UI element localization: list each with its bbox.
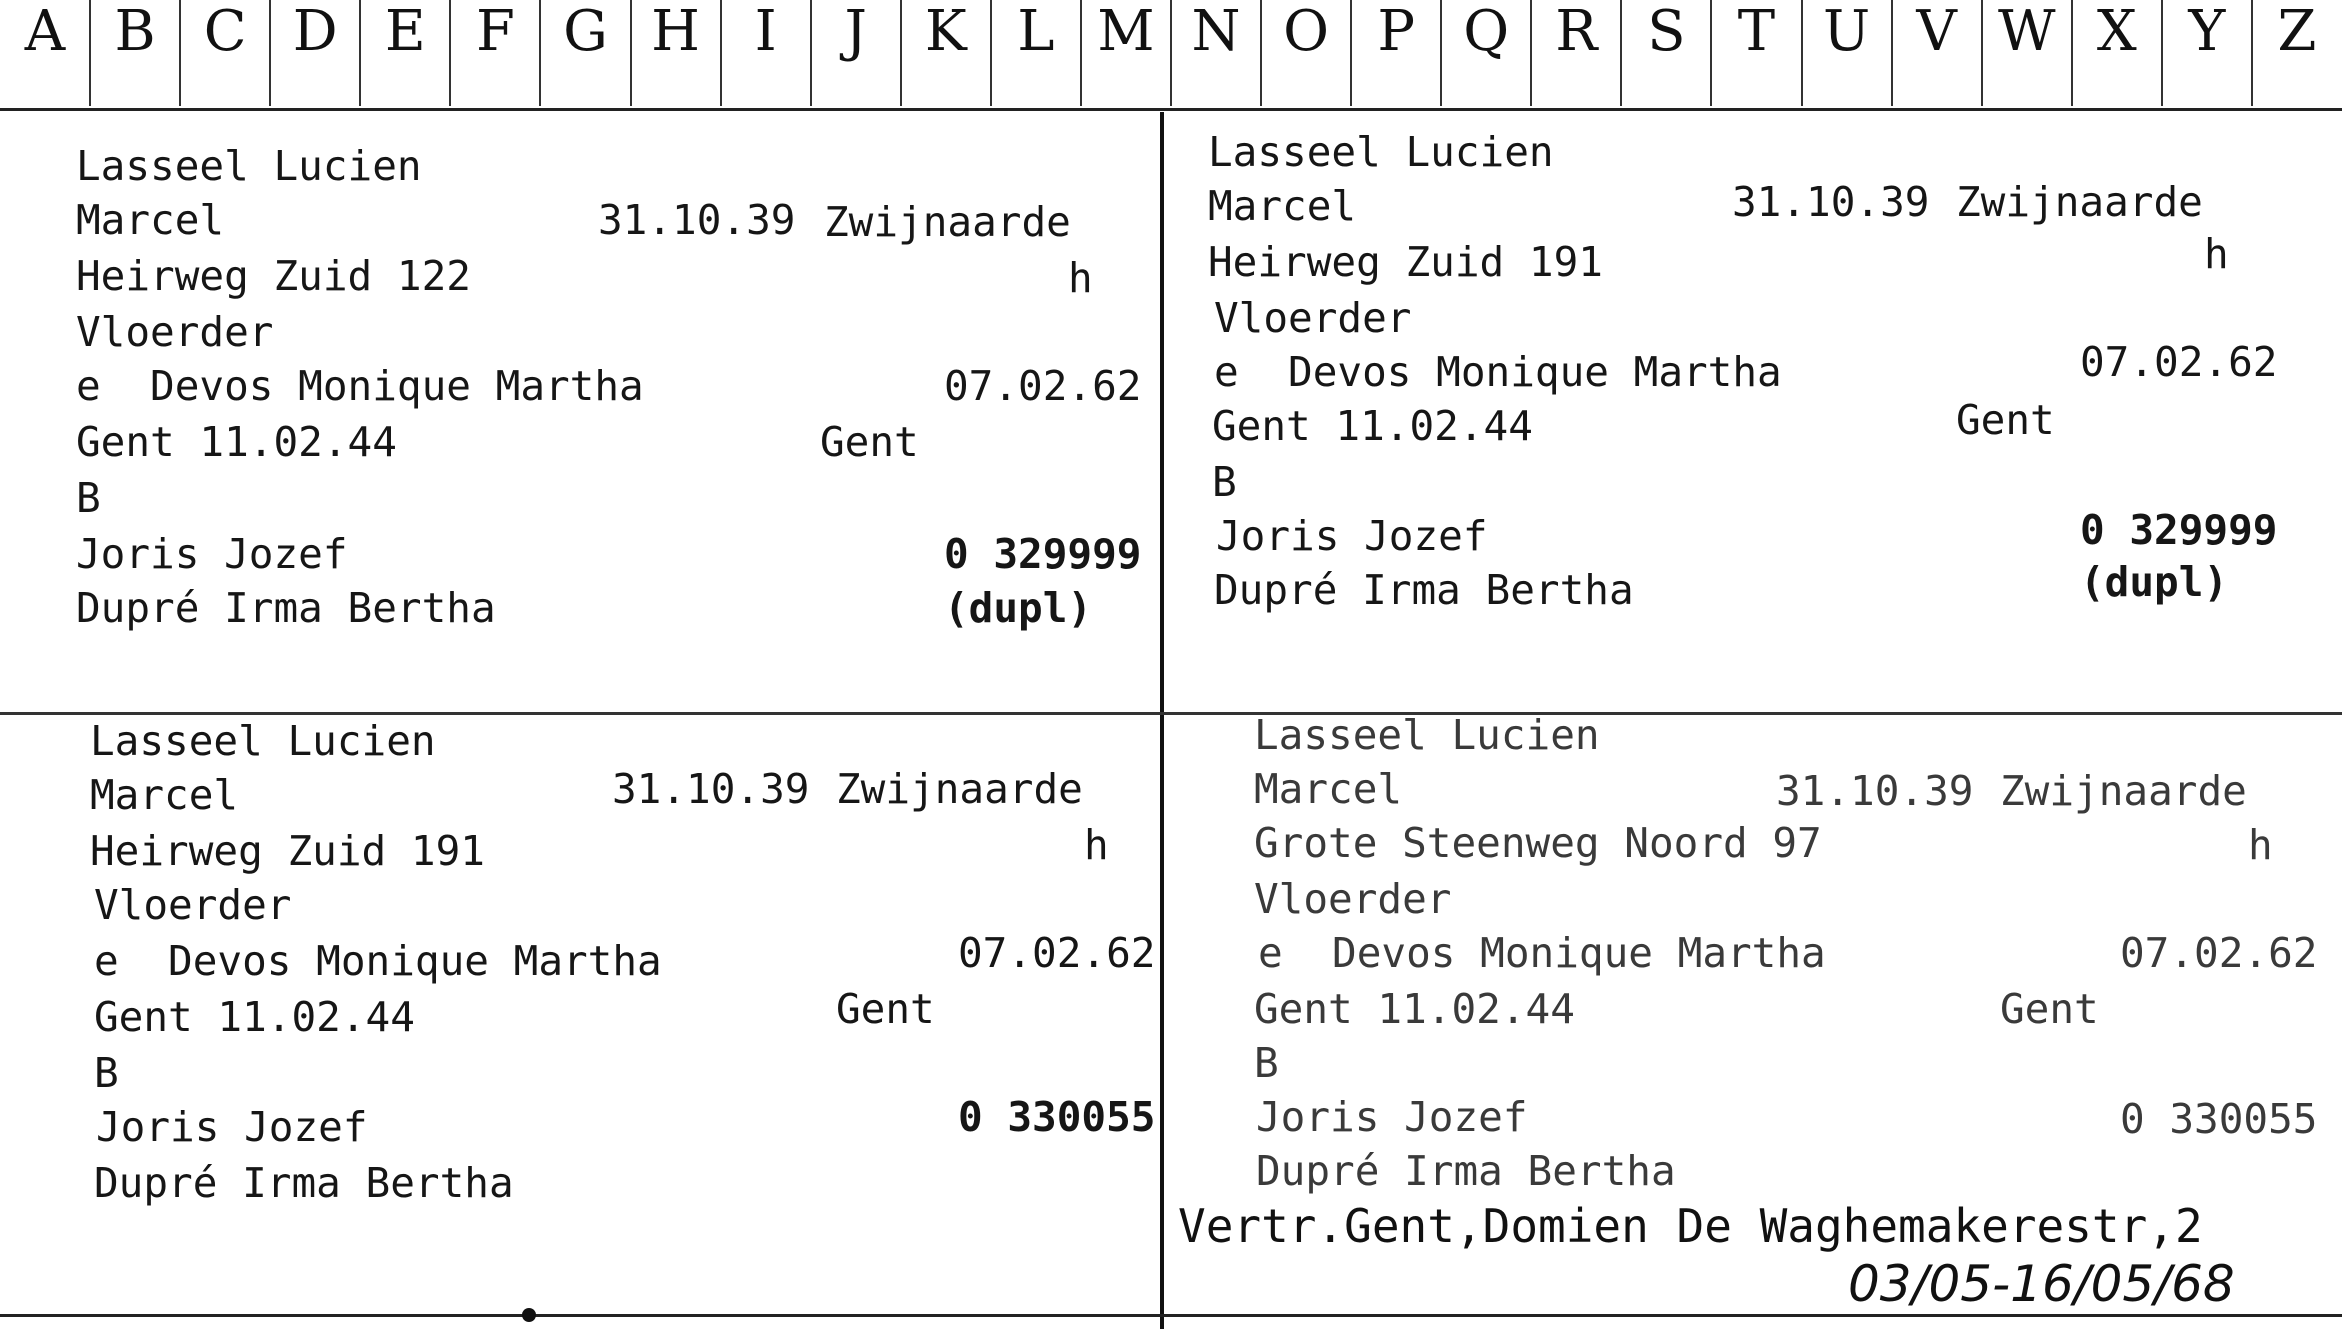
card-marriage-date: 07.02.62 <box>2120 929 2318 977</box>
alphabet-tick <box>1080 0 1082 106</box>
record-card-4 <box>1164 711 2342 1315</box>
alphabet-letter-d: D <box>292 0 338 64</box>
alphabet-tick <box>179 0 181 106</box>
alphabet-letter-i: I <box>754 0 777 64</box>
card-birth-date: 31.10.39 <box>598 196 796 244</box>
card-given-name: Marcel <box>76 196 225 244</box>
card-record-number: 0 330055 <box>958 1093 1156 1141</box>
card-name: Lasseel Lucien <box>76 142 422 190</box>
handwritten-dates: 03/05-16/05/68 <box>1848 1255 2235 1313</box>
alphabet-letter-k: K <box>924 0 967 64</box>
alphabet-letter-t: T <box>1737 0 1776 64</box>
card-spouse: e Devos Monique Martha <box>94 937 662 985</box>
alphabet-tick <box>2251 0 2253 106</box>
alphabet-tick <box>900 0 902 106</box>
card-father: Joris Jozef <box>96 1103 368 1151</box>
card-record-number: 0 329999 <box>2080 506 2278 554</box>
alphabet-letter-c: C <box>203 0 247 64</box>
alphabet-letter-o: O <box>1283 0 1330 64</box>
card-given-name: Marcel <box>90 771 239 819</box>
alphabet-letter-f: F <box>475 0 515 64</box>
card-birth-place: Zwijnaarde <box>836 765 1083 813</box>
card-occupation: Vloerder <box>1214 294 1412 342</box>
card-code: B <box>94 1049 119 1097</box>
card-spouse-birth: Gent 11.02.44 <box>1254 985 1575 1033</box>
card-code: B <box>76 474 101 522</box>
alphabet-letter-m: M <box>1097 0 1155 64</box>
card-note: (dupl) <box>944 584 1093 632</box>
alphabet-tick <box>1620 0 1622 106</box>
alphabet-tick <box>359 0 361 106</box>
alphabet-tick <box>1440 0 1442 106</box>
alphabet-letter-z: Z <box>2277 0 2317 64</box>
alphabet-letter-w: W <box>1997 0 2056 64</box>
card-birth-date: 31.10.39 <box>1776 767 1974 815</box>
card-given-name: Marcel <box>1208 182 1357 230</box>
alphabet-letter-j: J <box>844 0 867 64</box>
card-father: Joris Jozef <box>1216 512 1488 560</box>
card-spouse: e Devos Monique Martha <box>1258 929 1826 977</box>
card-birth-date: 31.10.39 <box>1732 178 1930 226</box>
card-record-number: 0 330055 <box>2120 1095 2318 1143</box>
alphabet-letter-g: G <box>563 0 608 64</box>
alphabet-tick <box>720 0 722 106</box>
alphabet-tick <box>1530 0 1532 106</box>
alphabet-letter-a: A <box>24 0 66 64</box>
card-birth-place: Zwijnaarde <box>824 198 1071 246</box>
card-mother: Dupré Irma Bertha <box>1256 1147 1676 1195</box>
card-marriage-place: Gent <box>2000 985 2099 1033</box>
alphabet-tick <box>449 0 451 106</box>
alphabet-letter-n: N <box>1191 0 1241 64</box>
card-name: Lasseel Lucien <box>1208 128 1554 176</box>
card-mother: Dupré Irma Bertha <box>76 584 496 632</box>
alphabet-index-bar <box>0 0 2342 112</box>
card-occupation: Vloerder <box>94 881 292 929</box>
card-spouse: e Devos Monique Martha <box>1214 348 1782 396</box>
alphabet-tick <box>1801 0 1803 106</box>
alphabet-tick <box>630 0 632 106</box>
card-address: Heirweg Zuid 122 <box>76 252 471 300</box>
alphabet-letter-h: H <box>651 0 700 64</box>
card-birth-place: Zwijnaarde <box>2000 767 2247 815</box>
alphabet-letter-u: U <box>1822 0 1871 64</box>
alphabet-tick <box>1260 0 1262 106</box>
card-address: Grote Steenweg Noord 97 <box>1254 819 1822 867</box>
alphabet-letter-y: Y <box>2188 0 2226 64</box>
alphabet-tick <box>1350 0 1352 106</box>
card-status: h <box>2204 230 2229 278</box>
card-address: Heirweg Zuid 191 <box>90 827 485 875</box>
card-spouse-birth: Gent 11.02.44 <box>94 993 415 1041</box>
alphabet-letter-v: V <box>1916 0 1957 64</box>
alphabet-tick <box>269 0 271 106</box>
record-card-3 <box>0 715 1160 1315</box>
card-marriage-place: Gent <box>820 418 919 466</box>
alphabet-letter-s: S <box>1647 0 1686 64</box>
alphabet-tick <box>810 0 812 106</box>
alphabet-tick <box>1710 0 1712 106</box>
alphabet-tick <box>89 0 91 106</box>
card-marriage-date: 07.02.62 <box>958 929 1156 977</box>
card-marriage-date: 07.02.62 <box>2080 338 2278 386</box>
card-status: h <box>1084 821 1109 869</box>
record-card-1 <box>0 112 1160 712</box>
alphabet-tick <box>2161 0 2163 106</box>
card-birth-date: 31.10.39 <box>612 765 810 813</box>
alphabet-rule <box>0 108 2342 111</box>
card-father: Joris Jozef <box>1256 1093 1528 1141</box>
alphabet-tick <box>2071 0 2073 106</box>
card-occupation: Vloerder <box>76 308 274 356</box>
card-mother: Dupré Irma Bertha <box>1214 566 1634 614</box>
alphabet-letter-q: Q <box>1463 0 1510 64</box>
card-mother: Dupré Irma Bertha <box>94 1159 514 1207</box>
card-spouse-birth: Gent 11.02.44 <box>1212 402 1533 450</box>
card-marriage-place: Gent <box>1956 396 2055 444</box>
card-given-name: Marcel <box>1254 765 1403 813</box>
alphabet-letter-p: P <box>1377 0 1416 64</box>
card-occupation: Vloerder <box>1254 875 1452 923</box>
alphabet-tick <box>990 0 992 106</box>
card-name: Lasseel Lucien <box>90 717 436 765</box>
alphabet-letter-x: X <box>2096 0 2137 64</box>
card-father: Joris Jozef <box>76 530 348 578</box>
card-marriage-date: 07.02.62 <box>944 362 1142 410</box>
alphabet-letter-b: B <box>114 0 156 64</box>
card-spouse-birth: Gent 11.02.44 <box>76 418 397 466</box>
card-record-number: 0 329999 <box>944 530 1142 578</box>
record-card-2 <box>1164 112 2342 712</box>
card-address: Heirweg Zuid 191 <box>1208 238 1603 286</box>
card-spouse: e Devos Monique Martha <box>76 362 644 410</box>
card-birth-place: Zwijnaarde <box>1956 178 2203 226</box>
alphabet-tick <box>539 0 541 106</box>
alphabet-letter-r: R <box>1555 0 1598 64</box>
card-marriage-place: Gent <box>836 985 935 1033</box>
alphabet-letter-e: E <box>384 0 426 64</box>
card-note: (dupl) <box>2080 558 2229 606</box>
departure-note: Vertr.Gent,Domien De Waghemakerestr,2 <box>1178 1199 2203 1253</box>
card-code: B <box>1212 458 1237 506</box>
card-name: Lasseel Lucien <box>1254 711 1600 759</box>
alphabet-tick <box>1981 0 1983 106</box>
card-status: h <box>1068 254 1093 302</box>
alphabet-tick <box>1891 0 1893 106</box>
card-status: h <box>2248 821 2273 869</box>
alphabet-letter-l: L <box>1017 0 1055 64</box>
card-code: B <box>1254 1039 1279 1087</box>
alphabet-tick <box>1170 0 1172 106</box>
